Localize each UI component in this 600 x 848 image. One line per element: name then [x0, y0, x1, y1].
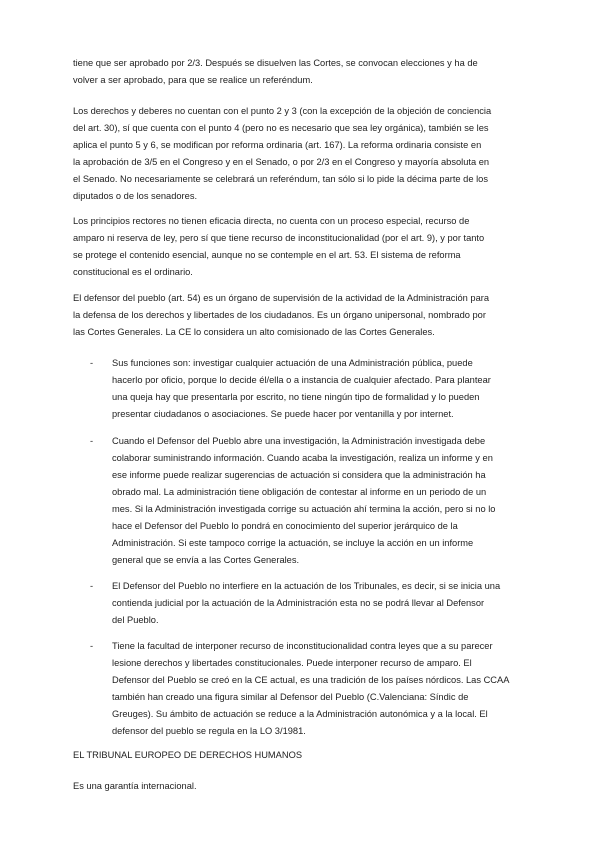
bullet-line: una queja hay que presentarla por escrito, no tiene ningún tipo de formalidad y lo pueden — [112, 392, 480, 402]
bullet-line: contienda judicial por la actuación de la Administración esta no se podrá llevar al Defensor — [112, 598, 485, 608]
text-line: Es una garantía internacional. — [73, 781, 197, 791]
text-line: constitucional es el ordinario. — [73, 267, 193, 277]
bullet-line: general que se envía a las Cortes Generales. — [112, 555, 300, 565]
text-line: tiene que ser aprobado por 2/3. Después se disuelven las Cortes, se convocan elecciones y ha de — [73, 58, 478, 68]
bullet-line: Cuando el Defensor del Pueblo abre una investigación, la Administración investigada debe — [112, 436, 486, 446]
text-line: aplica el punto 5 y 6, se modifican por reforma ordinaria (art. 167). La reforma ordinaria consiste en — [73, 140, 482, 150]
bullet-marker: - — [90, 581, 94, 591]
bullet-line: Administración. Si este tampoco corrige la actuación, se incluye la acción en un informe — [112, 538, 474, 548]
bullet-line: mes. Si la Administración investigada corrige su actuación ahí termina la acción, pero si no lo — [112, 504, 496, 514]
bullet-line: El Defensor del Pueblo no interfiere en la actuación de los Tribunales, es decir, si se inicia una — [112, 581, 501, 591]
text-line: se protege el contenido esencial, aunque no se contemple en el art. 53. El sistema de reforma — [73, 250, 461, 260]
bullet-line: también han creado una figura similar al Defensor del Pueblo (C.Valenciana: Síndic de — [112, 692, 469, 702]
bullet-marker: - — [90, 641, 94, 651]
bullet-line: defensor del pueblo se regula en la LO 3/1981. — [112, 726, 306, 736]
text-line: Los derechos y deberes no cuentan con el punto 2 y 3 (con la excepción de la objeción de conciencia — [73, 106, 492, 116]
bullet-line: obrado mal. La administración tiene obligación de contestar al informe en un periodo de un — [112, 487, 487, 497]
bullet-line: del Pueblo. — [112, 615, 159, 625]
text-line: las Cortes Generales. La CE lo considera un alto comisionado de las Cortes Generales. — [73, 327, 435, 337]
bullet-marker: - — [90, 436, 94, 446]
bullet-line: colaborar suministrando información. Cuando acaba la investigación, realiza un informe y en — [112, 453, 493, 463]
bullet-line: Greuges). Su ámbito de actuación se reduce a la Administración autonómica y a la local. El — [112, 709, 488, 719]
text-line: Los principios rectores no tienen eficacia directa, no cuenta con un proceso especial, recurso de — [73, 216, 470, 226]
bullet-line: hace el Defensor del Pueblo lo pondrá en conocimiento del superior jerárquico de la — [112, 521, 458, 531]
bullet-marker: - — [90, 358, 94, 368]
bullet-line: presentar ciudadanos o asociaciones. Se puede hacer por ventanilla y por internet. — [112, 409, 454, 419]
text-line: volver a ser aprobado, para que se realice un referéndum. — [73, 75, 313, 85]
bullet-line: lesione derechos y libertades constitucionales. Puede interponer recurso de amparo. El — [112, 658, 472, 668]
text-line: la defensa de los derechos y libertades de los ciudadanos. Es un órgano unipersonal, nombrado por — [73, 310, 486, 320]
text-line: amparo ni reserva de ley, pero sí que tiene recurso de inconstitucionalidad (por el art. 9), y por tanto — [73, 233, 485, 243]
bullet-line: Tiene la facultad de interponer recurso de inconstitucionalidad contra leyes que a su parecer — [112, 641, 493, 651]
text-line: el Senado. No necesariamente se celebrará un referéndum, tan sólo si lo pide la décima parte de los — [73, 174, 488, 184]
bullet-line: Sus funciones son: investigar cualquier actuación de una Administración pública, puede — [112, 358, 473, 368]
bullet-line: ese informe puede realizar sugerencias de actuación si considera que la administración ha — [112, 470, 486, 480]
bullet-line: Defensor del Pueblo se creó en la CE actual, es una tradición de los países nórdicos. Las CCAA — [112, 675, 510, 685]
text-line: la aprobación de 3/5 en el Congreso y en el Senado, o por 2/3 en el Congreso y mayoría absoluta en — [73, 157, 490, 167]
text-line: El defensor del pueblo (art. 54) es un órgano de supervisión de la actividad de la Administración para — [73, 293, 490, 303]
text-line: del art. 30), sí que cuenta con el punto 4 (pero no es necesario que sea ley orgánica), también se les — [73, 123, 489, 133]
section-heading: EL TRIBUNAL EUROPEO DE DERECHOS HUMANOS — [73, 750, 303, 760]
bullet-line: hacerlo por oficio, porque lo decide él/ella o a instancia de cualquier afectado. Para plantear — [112, 375, 491, 385]
text-line: diputados o de los senadores. — [73, 191, 198, 201]
